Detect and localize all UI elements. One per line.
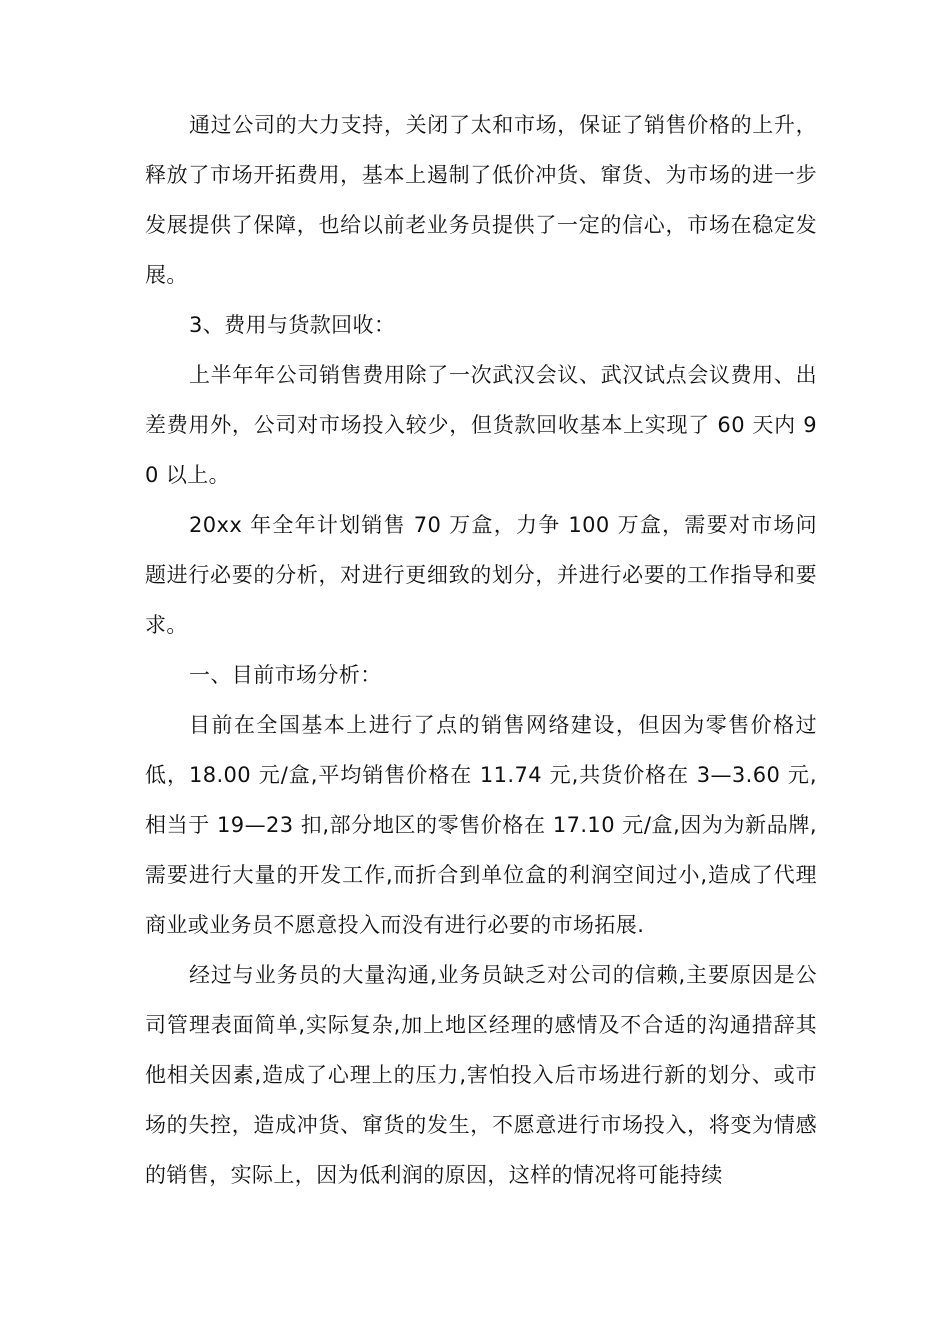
heading-market-analysis: 一、目前市场分析： <box>189 663 382 687</box>
paragraph-salesperson-communication: 经过与业务员的大量沟通,业务员缺乏对公司的信赖,主要原因是公司管理表面简单,实际复杂,加上地区经理的感情及不合适的沟通措辞其他相关因素,造成了心理上的压力,害怕投入后市场进行新的划分、或市场的失控，造成冲货、窜货的发生，不愿意进行市场投入，将变为情感的销售，实际上，因为低利润的原因，这样的情况将可能持续 <box>145 963 817 1187</box>
document-body <box>145 100 817 1200</box>
heading-cost-and-payment-recovery: 3、费用与货款回收： <box>189 313 396 337</box>
paragraph-sales-expenses: 上半年年公司销售费用除了一次武汉会议、武汉试点会议费用、出差费用外，公司对市场投入较少，但货款回收基本上实现了 60 天内 90 以上。 <box>145 363 817 487</box>
paragraph-pricing-analysis: 目前在全国基本上进行了点的销售网络建设，但因为零售价格过低，18.00 元/盒,平均销售价格在 11.74 元,共货价格在 3—3.60 元,相当于 19—23 扣,部分地区的零售价格在 17.10 元/盒,因为为新品牌,需要进行大量的开发工作,而折合到单位盒的利润空间过小,造成了代理商业或业务员不愿意投入而没有进行必要的市场拓展. <box>145 713 817 937</box>
paragraph-market-closure: 通过公司的大力支持，关闭了太和市场，保证了销售价格的上升，释放了市场开拓费用，基本上遏制了低价冲货、窜货、为市场的进一步发展提供了保障，也给以前老业务员提供了一定的信心，市场在稳定发展。 <box>145 113 817 287</box>
paragraph-annual-plan: 20xx 年全年计划销售 70 万盒，力争 100 万盒，需要对市场问题进行必要的分析，对进行更细致的划分，并进行必要的工作指导和要求。 <box>145 513 817 637</box>
